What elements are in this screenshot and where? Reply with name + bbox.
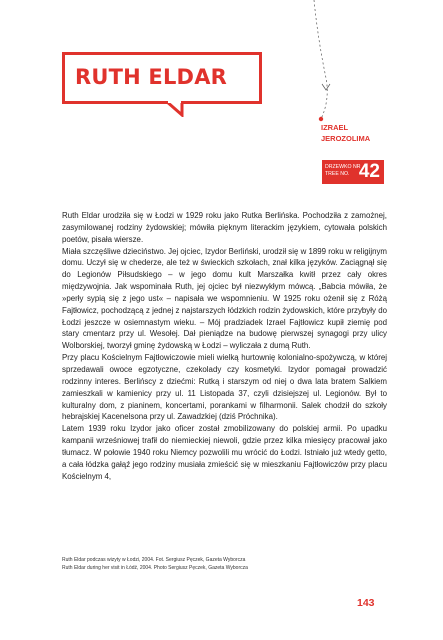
biography-text [62, 210, 387, 482]
tree-number-badge [322, 160, 384, 184]
tree-label-pl: DRZEWKO NR [325, 164, 361, 170]
caption-pl: Ruth Eldar podczas wizyty w Łodzi, 2004. Fot. Sergiusz Pęczek, Gazeta Wyborcza [62, 557, 246, 563]
location-country: IZRAEL [321, 123, 349, 132]
person-name-title: RUTH ELDAR [75, 65, 228, 89]
tree-label-en: TREE NO. [325, 171, 350, 177]
caption-en: Ruth Eldar during her visit in Łódź, 2004. Photo Sergiusz Pęczek, Gazeta Wyborcza [62, 565, 248, 571]
location-label [321, 122, 370, 144]
tree-number-value: 42 [358, 161, 380, 182]
tree-number-label [325, 164, 360, 178]
page-number: 143 [357, 597, 375, 609]
name-speech-bubble [62, 52, 262, 104]
paragraph: Miała szczęśliwe dzieciństwo. Jej ojciec, Izydor Berliński, urodził się w 1899 roku w religijnym domu. Uczył się w chederze, ale też w świeckich szkołach, znał kilka języków. Zaciągnął się do Legionów Piłsudskiego – w jego domu kult Marszałka kwitł przez cały okres międzywojnia. Jak wspominała Ruth, jej ojciec był niezwykłym mówcą. „Babcia mówiła, że »perły sypią się z jego ust« – napisała we wspomnieniu. W 1925 roku ożenił się z Różą Fajtłowicz, pochodzącą z jednej z najstarszych łódzkich rodzin żydowskich, które przybyły do Łodzi jeszcze w osiemnastym wieku. – Mój pradziadek Izrael Fajtłowicz kupił ziemię pod stary cmentarz przy ul. Wesołej. Dał pieniądze na budowę pierwszej synagogi przy ulicy Wolborskiej, tworzył gminę żydowską w Łodzi – wyliczała z dumą Ruth. [62, 246, 387, 351]
paragraph: Przy placu Kościelnym Fajtłowiczowie mieli wielką hurtownię kolonialno-spożywczą, w której sprzedawali owoce egzotyczne, czekolady czy kosmetyki. Izydor pomagał prowadzić rodzinny interes. Berlińscy z dziećmi: Rutką i starszym od niej o dwa lata bratem Salkiem zamieszkali w kamienicy przy ul. 11 Listopada 37, czyli dzisiejszej ul. Legionów. Był to kulturalny dom, z pianinem, koncertami, porankami w filharmonii. Salek chodził do szkoły hebrajskiej Kacenelsona przy ul. Zawadzkiej (dziś Próchnika). [62, 353, 387, 422]
paragraph: Ruth Eldar urodziła się w Łodzi w 1929 roku jako Rutka Berlińska. Pochodziła z zamożnej, zasymilowanej rodziny żydowskiej; mówiła pięknym literackim językiem, cytowała polskich poetów, pisała wiersze. [62, 211, 387, 244]
speech-bubble-tail [166, 101, 188, 117]
photo-caption [62, 556, 392, 572]
paragraph: Latem 1939 roku Izydor jako oficer został zmobilizowany do polskiej armii. Po upadku kampanii wrześniowej trafił do niemieckiej niewoli, gdzie przez kilka miesięcy pracował jako tłumacz. W połowie 1940 roku Niemcy pozwolili mu wrócić do Łodzi. Istniało już wtedy getto, a cała łódzka gałąź jego rodziny musiała zmieścić się w mieszkaniu Fajtłowiczów przy placu Kościelnym 4, [62, 424, 387, 481]
location-city: JEROZOLIMA [321, 134, 371, 143]
